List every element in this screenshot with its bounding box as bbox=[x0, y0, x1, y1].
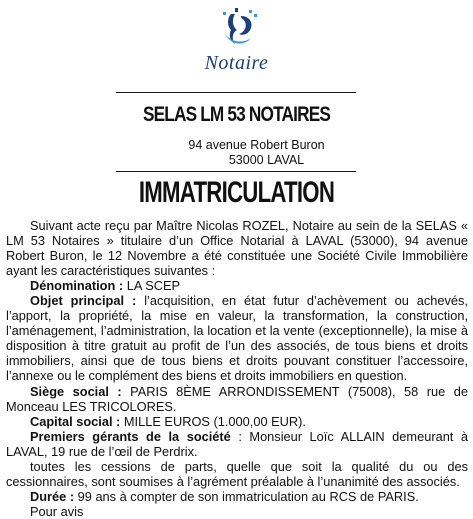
logo-wordmark: Notaire bbox=[204, 52, 269, 74]
notaire-logo bbox=[0, 4, 473, 80]
capital-paragraph bbox=[6, 414, 468, 429]
closing-text: Pour avis bbox=[30, 503, 84, 519]
duree-paragraph bbox=[6, 489, 468, 504]
gerants-label: Premiers gérants de la société bbox=[30, 428, 231, 444]
duree-value: 99 ans à compter de son immatriculation au RCS de PARIS. bbox=[74, 488, 419, 504]
office-name: SELAS LM 53 NOTAIRES bbox=[142, 103, 331, 126]
top-rule bbox=[116, 92, 356, 93]
notice-body bbox=[6, 218, 468, 519]
capital-label: Capital social : bbox=[30, 413, 121, 429]
notaire-emblem-icon bbox=[205, 4, 269, 50]
gerants-value: : Monsieur Loïc ALLAIN demeurant à LAVAL, 19 rue de l’œil de Perdrix. bbox=[6, 428, 469, 459]
duree-label: Durée : bbox=[30, 488, 75, 504]
denomination-value: LA SCEP bbox=[123, 278, 181, 294]
siege-paragraph bbox=[6, 384, 468, 414]
siege-value: PARIS 8ÈME ARRONDISSEMENT (75008), 58 rue de Monceau LES TRICOLORES. bbox=[6, 383, 468, 414]
siege-label: Siège social : bbox=[30, 383, 122, 399]
cessions-paragraph: toutes les cessions de parts, quelle que soit la qualité du ou des cessionnaires, sont soumises à l’agrément préalable à l’unanimité des associés. bbox=[6, 458, 468, 489]
office-address-line2: 53000 LAVAL bbox=[228, 153, 305, 167]
notice-heading: IMMATRICULATION bbox=[138, 176, 335, 209]
objet-paragraph bbox=[6, 293, 468, 383]
denomination-paragraph bbox=[6, 278, 468, 293]
office-address-line1: 94 avenue Robert Buron bbox=[188, 138, 325, 152]
objet-value: l’acquisition, en état futur d’achèvement ou achevés, l’apport, la propriété, la mise en valeur, la transformation, la construction, l’aménagement, l’administration, la location et la vente (exceptionnelle), la mise à disposition à titre gratuit au profit de l’un des associés, de tous biens et droits immobiliers, ainsi que de tous biens et droits pouvant constituer l’accessoire, l’annexe ou le complément des biens et droits immobiliers en question. bbox=[6, 293, 468, 384]
capital-value: MILLE EUROS (1.000,00 EUR). bbox=[120, 413, 306, 429]
gerants-paragraph bbox=[6, 429, 468, 459]
notice-intro: Suivant acte reçu par Maître Nicolas ROZEL, Notaire au sein de la SELAS « LM 53 Notaires » titulaire d’un Office Notarial à LAVAL (53000), 94 avenue Robert Buron, le 12 Novembre a été constituée une Société Civile Immobilière ayant les caractéristiques suivantes : bbox=[6, 218, 468, 279]
denomination-label: Dénomination : bbox=[30, 278, 124, 294]
middle-rule bbox=[116, 171, 356, 172]
objet-label: Objet principal : bbox=[30, 293, 137, 309]
